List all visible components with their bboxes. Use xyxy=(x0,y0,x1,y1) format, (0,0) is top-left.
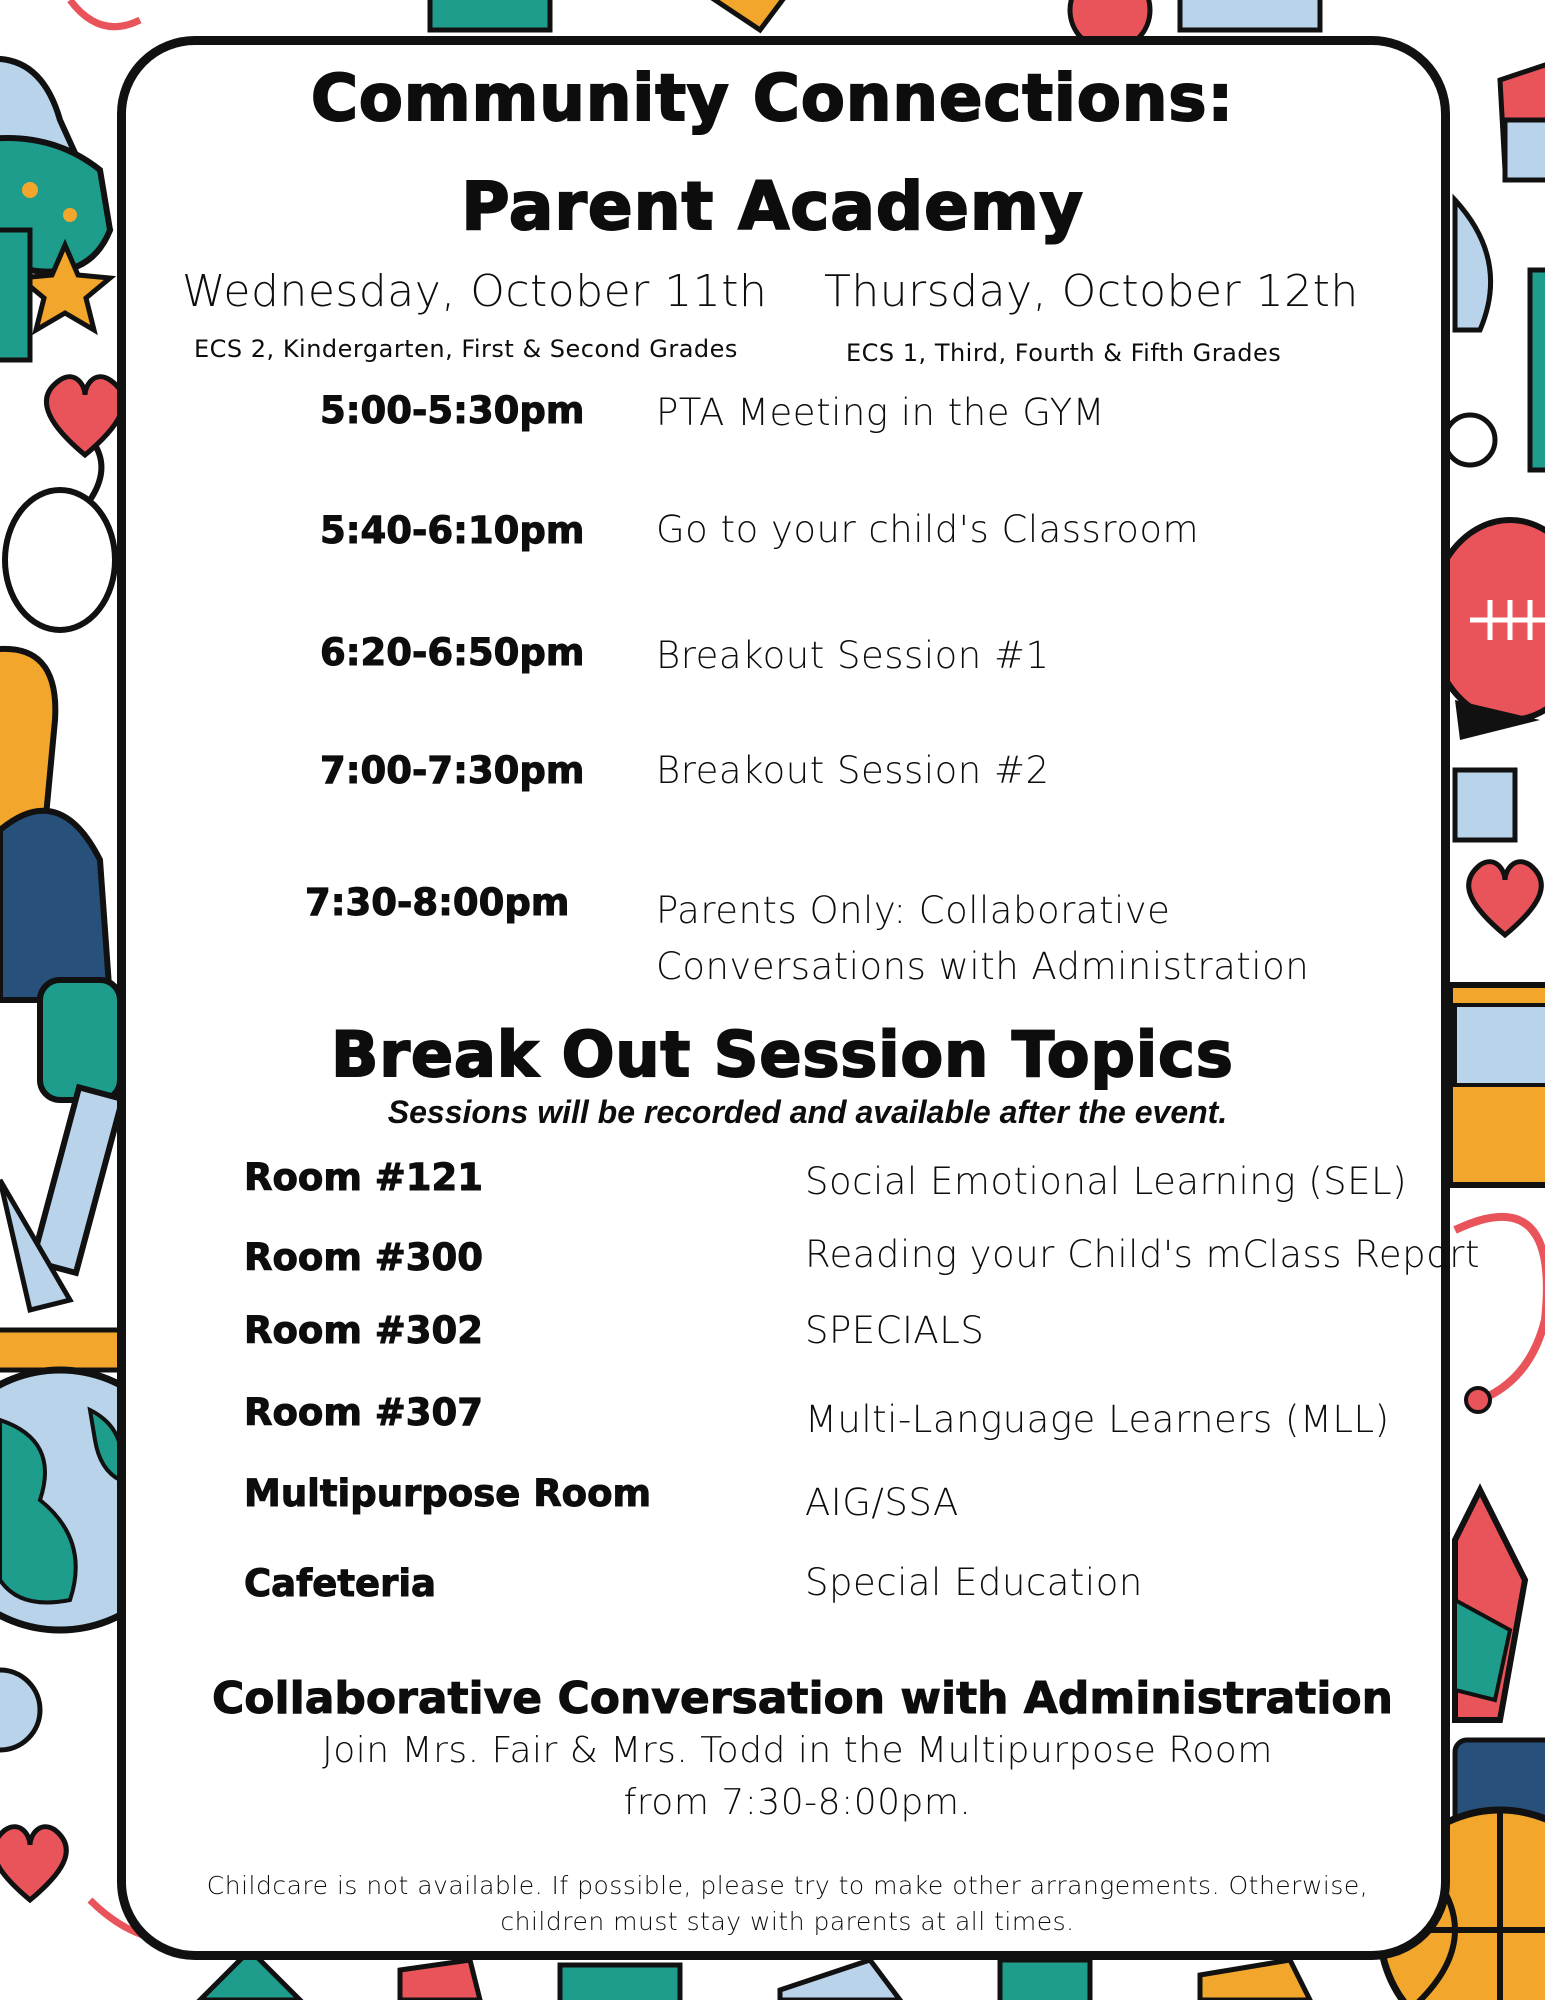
room-topic: AIG/SSA xyxy=(805,1481,959,1524)
schedule-time: 7:00-7:30pm xyxy=(320,749,585,792)
stethoscope-icon xyxy=(5,445,115,630)
schedule-activity: Breakout Session #1 xyxy=(656,634,1050,677)
collab-line1: Join Mrs. Fair & Mrs. Todd in the Multipurpose Room xyxy=(322,1730,1273,1771)
collab-heading: Collaborative Conversation with Administration xyxy=(212,1673,1393,1724)
title-line1: Community Connections: xyxy=(310,62,1235,136)
collab-line2: from 7:30-8:00pm. xyxy=(623,1782,972,1823)
schedule-time: 5:40-6:10pm xyxy=(320,509,585,552)
schedule-time: 5:00-5:30pm xyxy=(320,389,585,432)
schedule-activity: PTA Meeting in the GYM xyxy=(656,391,1106,434)
schedule-activity: Parents Only: Collaborative xyxy=(656,889,1171,932)
day-wednesday: Wednesday, October 11th xyxy=(182,266,768,317)
schedule-time: 7:30-8:00pm xyxy=(305,881,570,924)
pencil-icon xyxy=(700,0,790,30)
title-line2: Parent Academy xyxy=(461,168,1084,245)
schedule-activity: Breakout Session #2 xyxy=(656,749,1050,792)
content-card xyxy=(117,36,1450,1960)
room-name: Multipurpose Room xyxy=(244,1472,652,1515)
heart-icon xyxy=(1469,862,1542,935)
room-topic: Reading your Child's mClass Report xyxy=(805,1233,1480,1276)
room-topic: Multi-Language Learners (MLL) xyxy=(805,1398,1390,1441)
room-topic: Special Education xyxy=(805,1561,1143,1604)
footer-line2: children must stay with parents at all times. xyxy=(500,1907,1075,1936)
heart-icon xyxy=(46,377,123,455)
room-topic: SPECIALS xyxy=(805,1309,985,1352)
room-name: Room #302 xyxy=(244,1309,484,1352)
footer-line1: Childcare is not available. If possible, please try to make other arrangements. Otherwise, xyxy=(206,1871,1369,1900)
room-name: Cafeteria xyxy=(244,1562,436,1605)
lunchbox-icon xyxy=(780,1960,900,2000)
room-name: Room #121 xyxy=(244,1156,484,1199)
room-topic: Social Emotional Learning (SEL) xyxy=(805,1160,1408,1203)
grades-wednesday: ECS 2, Kindergarten, First & Second Grades xyxy=(194,335,738,363)
room-name: Room #307 xyxy=(244,1391,484,1434)
room-name: Room #300 xyxy=(244,1236,484,1279)
schedule-time: 6:20-6:50pm xyxy=(320,631,585,674)
day-thursday: Thursday, October 12th xyxy=(824,266,1359,317)
breakout-heading: Break Out Session Topics xyxy=(331,1018,1234,1091)
grades-thursday: ECS 1, Third, Fourth & Fifth Grades xyxy=(846,339,1282,367)
schedule-activity-line2: Conversations with Administration xyxy=(656,945,1310,988)
breakout-note: Sessions will be recorded and available after the event. xyxy=(387,1094,1228,1130)
schedule-activity: Go to your child's Classroom xyxy=(656,508,1200,551)
